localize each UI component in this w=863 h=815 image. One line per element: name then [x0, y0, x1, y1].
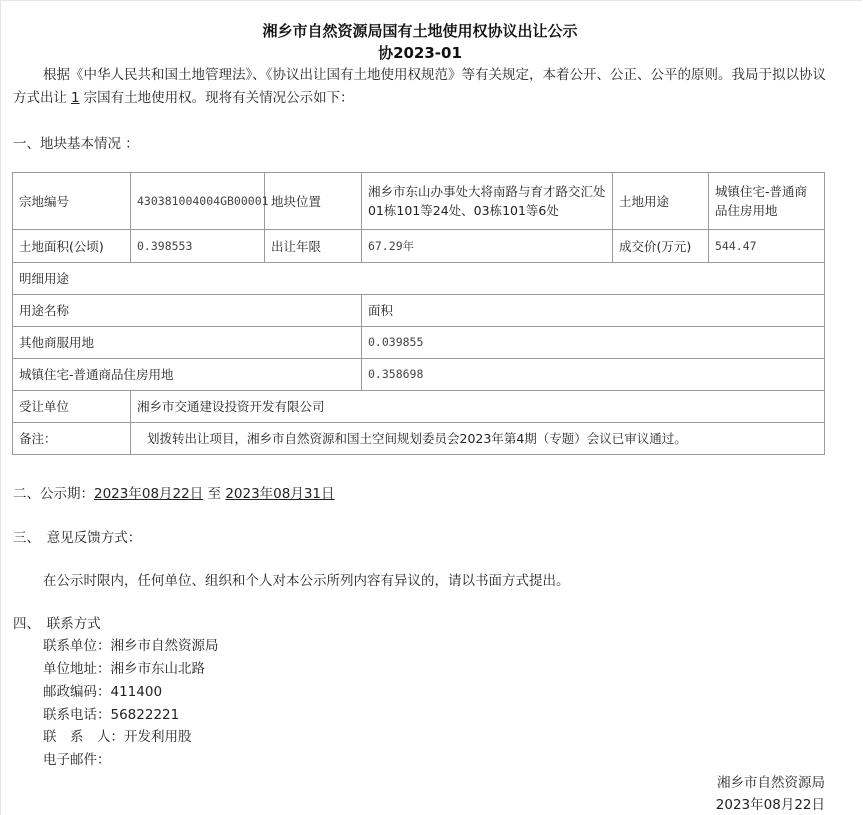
publicity-start-date: 2023年08月22日	[94, 486, 204, 502]
signature-date: 2023年08月22日	[715, 797, 825, 813]
location-label: 地块位置	[265, 173, 362, 230]
publicity-to: 至	[207, 486, 222, 502]
table-row	[13, 423, 825, 455]
intro-paragraph	[13, 64, 828, 110]
detail-row-area: 0.358698	[362, 359, 825, 391]
contact-unit: 联系单位：湘乡市自然资源局	[43, 638, 219, 654]
price-value: 544.47	[709, 230, 825, 263]
section-3-heading: 三、 意见反馈方式：	[13, 530, 142, 546]
location-value: 湘乡市东山办事处大将南路与育才路交汇处01栋101等24处、03栋101等6处	[362, 173, 613, 230]
detail-header: 明细用途	[13, 263, 825, 295]
transferee-value: 湘乡市交通建设投资开发有限公司	[131, 391, 825, 423]
transferee-label: 受让单位	[13, 391, 131, 423]
publicity-label: 二、公示期：	[13, 486, 94, 502]
signature-org: 湘乡市自然资源局	[717, 775, 825, 791]
table-row	[13, 230, 825, 263]
notice-number: 协2023-01	[378, 44, 462, 62]
contact-email: 电子邮件：	[43, 752, 111, 768]
detail-row-name: 城镇住宅-普通商品住房用地	[13, 359, 362, 391]
table-row	[13, 391, 825, 423]
term-value: 67.29年	[362, 230, 613, 263]
remark-label: 备注：	[13, 423, 131, 455]
use-value: 城镇住宅-普通商品住房用地	[709, 173, 825, 230]
table-row	[13, 359, 825, 391]
price-label: 成交价(万元)	[613, 230, 709, 263]
section-4-heading: 四、 联系方式	[13, 616, 101, 632]
area-value: 0.398553	[131, 230, 265, 263]
detail-row-area: 0.039855	[362, 327, 825, 359]
contact-person: 联 系 人：开发利用股	[43, 729, 192, 745]
page-title: 湘乡市自然资源局国有土地使用权协议出让公示	[262, 22, 578, 40]
contact-address: 单位地址：湘乡市东山北路	[43, 661, 205, 677]
detail-col-name: 用途名称	[13, 295, 362, 327]
table-row	[13, 173, 825, 230]
publicity-end-date: 2023年08月31日	[225, 486, 335, 502]
use-label: 土地用途	[613, 173, 709, 230]
detail-row-name: 其他商服用地	[13, 327, 362, 359]
feedback-text: 在公示时限内，任何单位、组织和个人对本公示所列内容有异议的，请以书面方式提出。	[43, 573, 570, 589]
table-row	[13, 295, 825, 327]
intro-text-after: 宗国有土地使用权。现将有关情况公示如下：	[83, 90, 354, 106]
parcel-count: 1	[71, 90, 80, 106]
detail-col-area: 面积	[362, 295, 825, 327]
land-info-table	[12, 172, 825, 455]
parcel-no-label: 宗地编号	[13, 173, 131, 230]
area-label: 土地面积(公顷)	[13, 230, 131, 263]
table-row	[13, 327, 825, 359]
publicity-period	[13, 482, 335, 502]
parcel-no-value: 430381004004GB00001	[131, 173, 265, 230]
contact-phone: 联系电话：56822221	[43, 707, 180, 723]
section-1-heading: 一、地块基本情况 ：	[13, 136, 139, 152]
remark-value: 划拨转出让项目，湘乡市自然资源和国土空间规划委员会2023年第4期（专题）会议已审议通过。	[131, 423, 825, 455]
intro-text-before: 根据《中华人民共和国土地管理法》、《协议出让国有土地使用权规范》等有关规定，本着公开、公正、公平的原则。我局于拟以协议方式出让	[13, 67, 826, 106]
contact-postcode: 邮政编码：411400	[43, 684, 163, 700]
table-row	[13, 263, 825, 295]
term-label: 出让年限	[265, 230, 362, 263]
